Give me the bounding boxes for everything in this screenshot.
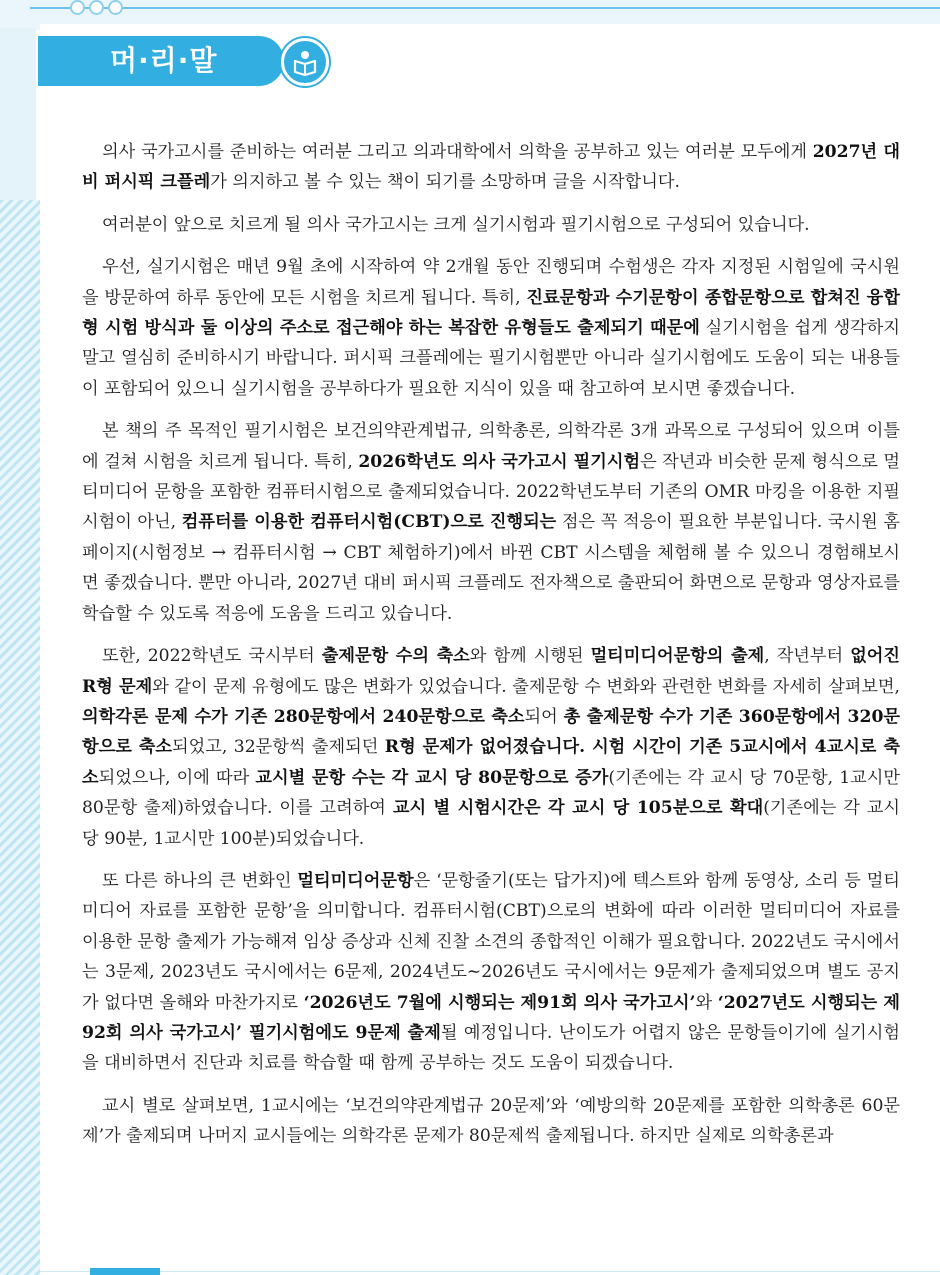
emphasis-text: 의학각론 문제 수가 기존 280문항에서 240문항으로 축소	[82, 706, 525, 727]
body-text: 또 다른 하나의 큰 변화인	[102, 870, 298, 891]
body-text: 또한, 2022학년도 국시부터	[102, 646, 322, 667]
body-text: 교시 별로 살펴보면, 1교시에는 ‘보건의약관계법규 20문제’와 ‘예방의학 20문제를 포함한 의학총론 60문제’가 출제되며 나머지 교시들에는 의학각론 문제가 80문제씩 출제됩니다. 하지만 실제로 의학총론과	[82, 1095, 900, 1147]
emphasis-text: 2027년 대비 퍼시픽 크플레	[82, 142, 901, 193]
paragraph	[82, 1091, 900, 1152]
emphasis-text: ‘2026년도 7월에 시행되는 제91회 의사 국가고시’	[303, 992, 696, 1013]
emphasis-text: R형 문제가 없어졌습니다. 시험 시간이 기존 5교시에서 4교시로 축소	[82, 737, 900, 788]
emphasis-text: 멀티미디어문항	[297, 870, 414, 891]
emphasis-text: 멀티미디어문항의 출제	[590, 646, 765, 667]
bottom-accent	[90, 1268, 160, 1275]
emphasis-text: 교시별 문항 수는 각 교시 당 80문항으로 증가	[255, 767, 609, 788]
body-text: 점은 꼭 적응이 필요한 부분입니다. 국시원 홈페이지(시험정보 → 컴퓨터시험 → CBT 체험하기)에서 바뀐 CBT 시스템을 체험해 볼 수 있으니 경험해보시면 좋겠습니다. 뿐만 아니라, 2027년 대비 퍼시픽 크플레도 전자책으로 출판되어 화면으로 문항과 영상자료를 학습할 수 있도록 적응에 도움을 드리고 있습니다.	[82, 512, 900, 624]
emphasis-text: ‘2027년도 시행되는 제92회 의사 국가고시’ 필기시험에도 9문제 출제	[82, 992, 900, 1043]
body-text: 우선, 실기시험은 매년 9월 초에 시작하여 약 2개월 동안 진행되며 수험생은 각자 지정된 시험일에 국시원을 방문하여 하루 동안에 모든 시험을 치르게 됩니다. 특히,	[82, 257, 900, 308]
emphasis-text: 없어진 R형 문제	[82, 646, 900, 697]
emphasis-text: 진료문항과 수기문항이 종합문항으로 합쳐진 융합형 시험 방식과 둘 이상의 주소로 접근해야 하는 복잡한 유형들도 출제되기 때문에	[82, 287, 900, 339]
circle-icon	[89, 0, 104, 15]
emphasis-text: 컴퓨터를 이용한 컴퓨터시험(CBT)으로 진행되는	[181, 512, 557, 533]
page-title: 머·리·말	[110, 44, 218, 77]
body-text: (기존에는 각 교시 당 70문항, 1교시만 80문항 출제)하였습니다. 이를 고려하여	[82, 767, 900, 819]
paragraph	[82, 866, 900, 1079]
paragraph	[82, 416, 900, 629]
body-text: 의사 국가고시를 준비하는 여러분 그리고 의과대학에서 의학을 공부하고 있는 여러분 모두에게	[102, 142, 813, 162]
top-rule	[30, 7, 940, 9]
body-text: 가 의지하고 볼 수 있는 책이 되기를 소망하며 글을 시작합니다.	[210, 172, 680, 193]
body-text: 되어	[524, 706, 564, 727]
body-text: (기존에는 각 교시 당 90분, 1교시만 100분)되었습니다.	[82, 798, 900, 849]
body-text: 여러분이 앞으로 치르게 될 의사 국가고시는 크게 실기시험과 필기시험으로 구성되어 있습니다.	[102, 214, 810, 235]
circle-icon	[108, 0, 123, 15]
body-text: 실기시험을 쉽게 생각하지 말고 열심히 준비하시기 바랍니다. 퍼시픽 크플레에는 필기시험뿐만 아니라 실기시험에도 도움이 되는 내용들이 포함되어 있으니 실기시험을 공부하다가 필요한 지식이 있을 때 참고하여 보시면 좋겠습니다.	[82, 318, 900, 399]
paragraph	[82, 137, 900, 198]
bottom-rule	[40, 1271, 940, 1272]
body-text: 되었으나, 이에 따라	[98, 767, 256, 788]
paragraph	[82, 641, 900, 854]
emphasis-text: 2026학년도 의사 국가고시 필기시험	[358, 451, 641, 472]
emphasis-text: 출제문항 수의 축소	[321, 646, 470, 667]
body-text: 본 책의 주 목적인 필기시험은 보건의약관계법규, 의학총론, 의학각론 3개 과목으로 구성되어 있으며 이틀에 걸쳐 시험을 치르게 됩니다. 특히,	[82, 421, 900, 472]
circle-icon	[70, 0, 85, 15]
paragraph	[82, 210, 900, 240]
body-text: 와 함께 시행된	[469, 646, 591, 667]
book-reader-icon	[281, 38, 329, 86]
emphasis-text: 교시 별 시험시간은 각 교시 당 105분으로 확대	[392, 798, 764, 819]
body-text: 될 예정입니다. 난이도가 어렵지 않은 문항들이기에 실기시험을 대비하면서 진단과 치료를 학습할 때 함께 공부하는 것도 도움이 되겠습니다.	[82, 1022, 900, 1074]
left-tab	[0, 28, 36, 200]
emphasis-text: 총 출제문항 수가 기존 360문항에서 320문항으로 축소	[82, 706, 901, 758]
body-text: , 작년부터	[764, 646, 851, 667]
body-text: 되었고, 32문항씩 출제되던	[172, 737, 385, 758]
decor-dots	[70, 0, 123, 15]
body-text: 와 같이 문제 유형에도 많은 변화가 있었습니다. 출제문항 수 변화와 관련한 변화를 자세히 살펴보면,	[152, 676, 900, 697]
paragraph	[82, 252, 900, 404]
left-rail	[0, 200, 40, 1275]
body-text: 와	[695, 992, 718, 1013]
body-text: 은 ‘문항줄기(또는 답가지)에 텍스트와 함께 동영상, 소리 등 멀티미디어 자료를 포함한 문항’을 의미합니다. 컴퓨터시험(CBT)으로의 변화에 따라 이러한 멀티미디어 자료를 이용한 문항 출제가 가능해져 임상 증상과 신체 진찰 소견의 종합적인 이해가 필요합니다. 2022년도 국시에서는 3문제, 2023년도 국시에서는 6문제, 2024년도∼2026년도 국시에서는 9문제가 출제되었으며 별도 공지가 없다면 올해와 마찬가지로	[82, 870, 900, 1013]
preface-body	[82, 137, 900, 1164]
body-text: 은 작년과 비슷한 문제 형식으로 멀티미디어 문항을 포함한 컴퓨터시험으로 출제되었습니다. 2022학년도부터 기존의 OMR 마킹을 이용한 지필시험이 아닌,	[82, 451, 900, 533]
